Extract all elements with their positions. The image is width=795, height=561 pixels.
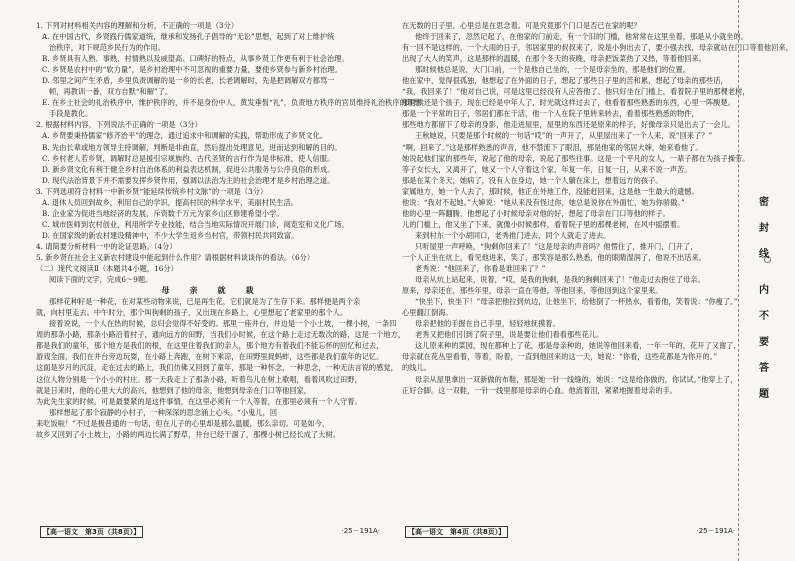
text-line: 故乡又回到了小土坡上，小路的两边长满了野草，井台已经干涸了，那棵小树已经长成了大树。 bbox=[36, 429, 340, 439]
text-line: 来吃饭啦！”不过是极普通的一句话，但在儿子的心里却是那么温暖，那么亲切。可是如今， bbox=[36, 418, 330, 428]
text-line: 他终于回来了，忽然记起了，在他家的门前走，有一个旧的门槛，他常常在这里坐着，那是从小就坐的。 bbox=[415, 32, 748, 42]
text-line: D. 在国家级的新农村建设精神中，不少大学生返乡当村官，带领村民共同致富。 bbox=[42, 230, 299, 240]
text-line: 心里翻江倒海。 bbox=[402, 308, 453, 318]
text-line: A. 退休人员回到故乡，利用自己的学识，提高村民的科学水平，美丽村民生活。 bbox=[42, 197, 298, 207]
text-line: 的线儿。 bbox=[402, 363, 431, 373]
text-line: （二）现代文阅读Ⅱ（本题共4小题，16分） bbox=[36, 264, 178, 274]
text-line: 儿的门槛上，他又坐了下来，就像小时候那样，看着院子里的那棵老树，在风中摇摆着。 bbox=[402, 219, 685, 229]
text-line: 阅读下面的文字，完成6～9题。 bbox=[49, 275, 153, 285]
seal-line-notice bbox=[759, 190, 769, 408]
text-line: 只听屋里一声呼唤，“狗剩你回来了！”这是母亲的声音吗？他愣住了，推开门，门开了， bbox=[415, 241, 698, 251]
text-line: 他的心里一阵翻腾，他想起了小时候母亲对他的好，想起了母亲在门口等他的样子。 bbox=[402, 208, 670, 218]
seal-char: 封 bbox=[759, 223, 769, 234]
text-line: C. 城市医师到农村创业，利用所学专业技能，结合当地实际情况开展门诊，阅览室和文化广场。 bbox=[42, 219, 349, 229]
text-line: 那样花种籽是一种花，在对某些动物来说，已是再生花，它们就是为了生存下来。那样便是两个亲 bbox=[49, 297, 361, 307]
text-line: A. 乡贤要秉持儒家“修齐治平”的理念，通过追求中和调解的实践，帮助形成了乡贤文化。 bbox=[42, 131, 328, 141]
text-line: 那时候还是个孩子，现在已经是中年人了，时光就这样过去了，他看着那些熟悉的东西，心里一阵酸楚。 bbox=[402, 98, 735, 108]
seal-char: 不 bbox=[759, 311, 769, 322]
text-line: 母亲从炕上站起来，说着，“哎，是我的狗剩，是我的狗剩回来了！”他走过去抱住了母亲。 bbox=[415, 275, 705, 285]
seal-char: 题 bbox=[759, 389, 769, 400]
text-line: 王秋她说，只要是那个时候的一句话“哎”的一声开了，从里屋出来了一个人来，说“回来了？” bbox=[415, 131, 713, 141]
text-line: 那样想起了那个寂静的小村子，一种深深的思念涌上心头。“小鬼儿，回 bbox=[49, 407, 278, 417]
text-line: 母亲从屋里拿出一双新做的布鞋，那是她一针一线缝的，她说：“这是给你做的，你试试。”他穿上了， bbox=[415, 374, 738, 384]
text-line: 一个人正坐在炕上，看见他进来，笑了，那笑容是那么熟悉，他的眼睛湿润了，他说不出话来。 bbox=[402, 252, 706, 262]
text-line: 就是日来时，他的心里大大的高兴，他想到了他的母亲，他想到母亲在门口等他回家， bbox=[36, 385, 312, 395]
binding-strip bbox=[738, 0, 795, 561]
text-line: “啊，回来了。”这是那样熟悉的声音，他不禁流下了眼泪，那是他家的邻居大婶，她来看他了。 bbox=[402, 142, 703, 152]
text-line: 母亲就在花丛里看着，等着，盼着，一直到他回来的这一天，她说：“你看，这些花都是为你开的。” bbox=[402, 352, 718, 362]
text-line: 母 亲 就 栽 bbox=[161, 285, 260, 296]
text-line: B. 乡贤具有人熟、事熟、村情熟以及威望高、口碑好的特点，从事乡贤工作更有利于社会治理。 bbox=[42, 54, 349, 64]
text-line: 他说：“我对不起她。”大婶说：“她从来没有怪过你，她总是说你在外面忙，她为你骄傲。” bbox=[402, 197, 685, 207]
text-line: 周的那条小路，那条小路沿着村子，通向远方的田野，当我们小时候，在这个路上走过无数次的路，这是一个地方， bbox=[36, 330, 406, 340]
seal-char: 线 bbox=[759, 249, 769, 260]
text-line: 3. 下列选项符合材料一中新乡贤“能延续传统乡村文脉”的一项是（3分） bbox=[36, 186, 268, 196]
text-line: 手段是教化。 bbox=[49, 109, 93, 119]
text-line: C. 乡贤是农村中的“软力量”，是乡村治理中不可忽视的重要力量，要使乡贤参与新乡村治理。 bbox=[42, 65, 342, 75]
seal-char: 要 bbox=[759, 337, 769, 348]
text-line: 老秀说：“他回来了，你看是谁回来了？” bbox=[415, 264, 546, 274]
text-line: 母亲把他的手握在自己手里，轻轻地抚摸着。 bbox=[415, 319, 560, 329]
text-line: 顿，再教训一番，双方自默“和解”了。 bbox=[49, 87, 173, 97]
text-line: D. 新乡贤文化有利于健全乡村自治体系的利益表达机制，促进公共服务与公序良俗的形成。 bbox=[42, 164, 335, 174]
text-line: 老秀又把他们引到了院子里，说是要让他们看看那些花儿。 bbox=[415, 330, 604, 340]
text-line: 2. 根据材料内容，下列说法不正确的一项是（3分） bbox=[36, 120, 202, 130]
text-line: B. 企业家为促进当地经济的发展，斥资数千万元为家乡山区修建希望小学。 bbox=[42, 208, 284, 218]
text-line: 等子女长大，又离开了，她又一个人守着这个家，年复一年，日复一日，从来不说一声苦。 bbox=[402, 164, 692, 174]
text-line: 她说起他们家的那些年，说起了他的母亲，说起了那些往事。这是一个平凡的女人，一辈子都在为孩子操劳。 bbox=[402, 153, 750, 163]
right-footer-label: 【高一语文 第4页（共8页）】 bbox=[405, 526, 508, 538]
text-line: 都是我们的童年，那个地方是我们的根，在这里住着我们的亲人，那个地方有着我们不能忘怀的回忆和过去， bbox=[36, 341, 384, 351]
text-line: A. 在中国古代，乡贤践行儒家道统，继承和发扬孔子倡导的“无讼”思想，起到了对上维护统 bbox=[42, 32, 335, 42]
text-line: D. 邻里之间产生矛盾，乡里负责调解的是一乡的长老，长老调解时，先是把调解双方都骂一 bbox=[42, 76, 335, 86]
text-line: 出现了大人的笑声，这是那样的温暖，在那个冬天的夜晚，母亲把饭菜热了又热，等着他回来。 bbox=[402, 54, 706, 64]
text-line: 那是一个平常的日子，邻居们都在干活，他一个人在院子里转来转去，看着那些熟悉的物件， bbox=[402, 109, 699, 119]
text-line: 治秩序，对下规范乡民行为的作用。 bbox=[49, 43, 165, 53]
text-line: 4. 请简要分析材料一中的论证思路。（4分） bbox=[36, 241, 177, 251]
right-page-column bbox=[402, 20, 793, 396]
right-footer-code: ·25－191A· bbox=[696, 527, 735, 535]
text-line: 家属地方，她一个人去了，那时候，他正在外地工作，没能赶回来，这是他一生最大的遗憾。 bbox=[402, 186, 699, 196]
text-line: 1. 下列对材料相关内容的理解和分析，不正确的一项是（3分） bbox=[36, 21, 239, 30]
seal-char: 内 bbox=[759, 285, 769, 296]
text-line: 这儿原来种的菜园，现在都种上了花，那是母亲种的，她说等他回来看，一年一年的，花开了又谢了， bbox=[415, 341, 741, 351]
left-footer-code: ·25－191A· bbox=[341, 527, 380, 535]
text-line: C. 乡村老人若乡贤，调解时总是援引宗规族约、古代圣贤的言行作为是非标准，使人信服。 bbox=[42, 153, 335, 163]
text-line: 为此先生家的时候，可是最要紧的是这件事情，在这里必须有一个人等着，在那里必须有一个人守着。 bbox=[36, 396, 362, 406]
text-line: 来到村东一个小胡同口，老秀推门进去，同个人就走了进去。 bbox=[415, 230, 611, 240]
text-line: “快坐下，快坐下！”母亲把他拉到炕边，让他坐下，给他倒了一杯热水，看着他，笑着说：“你瘦了。” bbox=[415, 297, 738, 307]
text-line: D. 现代法治背景下并不需要发挥乡贤作用，强调以法治为主的社会治理才是乡村治理之道。 bbox=[42, 175, 335, 185]
left-footer-label: 【高一语文 第3页（共8页）】 bbox=[40, 526, 143, 538]
text-line: 有一回不是这样的，一个大雨的日子，邻居家里的叔叔来了，说是小狗出去了，要小强去找，母亲就站在门口等着他回来， bbox=[402, 43, 793, 53]
seal-char: 密 bbox=[759, 197, 769, 208]
text-line: 这面是岁月的沉淀，走在过去的路上，我们仿佛又回到了童年，那是一种怀念，一种思念，一种无法言说的感觉， bbox=[36, 363, 398, 373]
text-line: 那些地方都留下了母亲的身影，他走进屋里，屋里的东西还是原来的样子，好像母亲只是出去了一会儿。 bbox=[402, 120, 735, 130]
text-line: 那时候他总是说，大门口前，一个是他自己坐的，一个是母亲坐的，那是他们的位置。 bbox=[415, 65, 691, 75]
text-line: 正好合脚。这一双鞋，一针一线里都是母亲的心血。他流着泪，紧紧地握着母亲的手。 bbox=[402, 385, 678, 395]
text-line: 游戏全面，我们在井台旁边玩耍，在小路上奔跑，在树下乘凉，在田野里捉蚂蚱，这些都是我们童年的记忆。 bbox=[36, 352, 384, 362]
text-line: 原来，母亲还在，那些年里，母亲一直在等他，等他回来，等他回到这个家里来。 bbox=[402, 286, 663, 296]
text-line: 那是在某个冬天，她病了，没有人在身边，她一个人躺在床上，想着远方的孩子。 bbox=[402, 175, 663, 185]
text-line: B. 先由长辈或地方领导主持调解，判断是非曲直，然后提出处理意见，进而达到和解的目的。 bbox=[42, 142, 342, 152]
text-line: 这位人物分别是一个小小的村庄。那一天我走上了那条小路，听着鸟儿在树上歌唱，看着风吹过田野， bbox=[36, 374, 362, 384]
text-line: 5. 新乡贤在社会主义新农村建设中能起到什么作用？请根据材料谈谈你的看法。（6分） bbox=[36, 252, 315, 262]
text-line: 接着说说，一个人在热的时候，总归会觉得不好受的。那里一座井台，井边是一个小土坡，一棵小树，一条四 bbox=[49, 319, 397, 329]
text-line: 他在家中，觉得很孤独，他想起了在外面的日子，想起了那些日子里的苦和累，想起了母亲的那些话， bbox=[402, 76, 728, 86]
left-page-footer bbox=[40, 526, 380, 538]
text-line: “我，我回来了！”他对自己说，可是这里已经没有人应答他了。他只好坐在门槛上，看着院子里的那棵老树， bbox=[402, 87, 750, 97]
text-line: 在无数的日子里，心里总是在思念着。可是究竟那个门口是否已在家的呢？ bbox=[402, 21, 641, 30]
text-line: 就，向村里走去。中午时分，那个叫狗剩的孩子，又出现在乡路上，心里想起了老家里的那个人。 bbox=[36, 308, 348, 318]
right-page-footer bbox=[405, 526, 735, 538]
seal-char: 答 bbox=[759, 363, 769, 374]
text-line: E. 在乡土社会的礼治秩序中，维护秩序的，并不是身份中人，黄发垂髫“礼”，负责地方秩序的官员维持礼治秩序的理想 bbox=[42, 98, 422, 108]
